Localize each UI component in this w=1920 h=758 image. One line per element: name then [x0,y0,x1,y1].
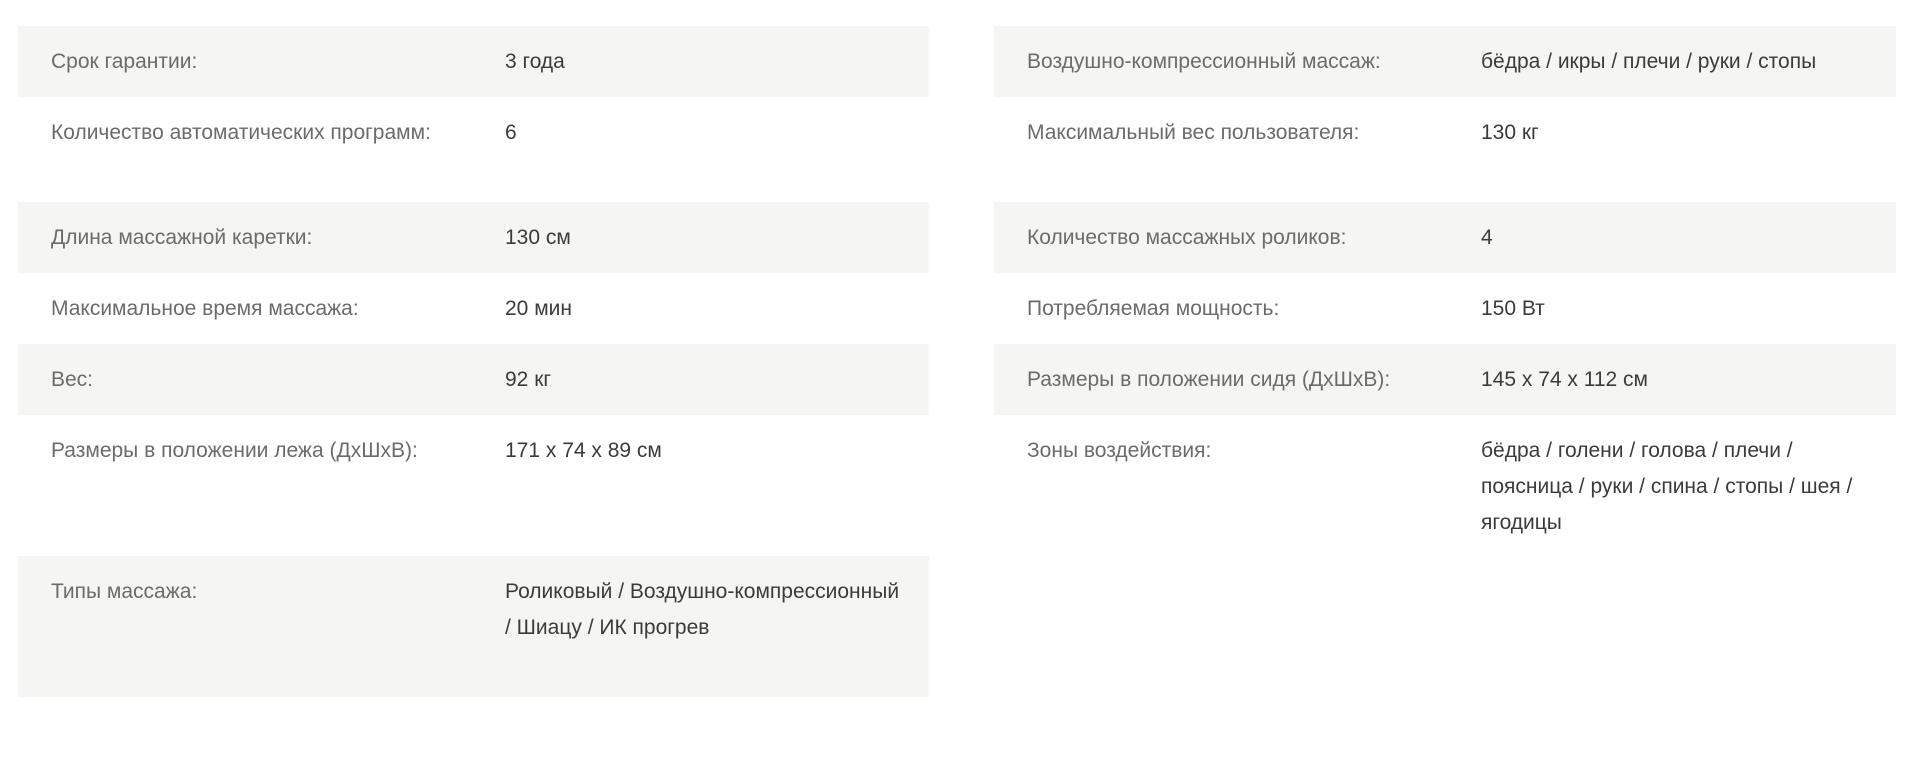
spec-label: Длина массажной каретки: [51,226,313,249]
spec-row-weight [18,344,929,415]
spec-row-roller-count [994,202,1896,273]
spec-value: 130 кг [1481,121,1539,144]
spec-row-power [994,273,1896,344]
spec-row-max-massage-time [18,273,929,344]
specs-table-right [994,26,1896,556]
spec-row-dimensions-sitting [994,344,1896,415]
spec-value: 150 Вт [1481,297,1545,320]
spec-row-dimensions-lying [18,415,929,556]
spec-label: Максимальное время массажа: [51,297,359,320]
spec-value: 171 x 74 x 89 см [505,439,662,462]
spec-value: бёдра / икры / плечи / руки / стопы [1481,50,1817,73]
specs-table-left [18,26,929,697]
spec-value: 6 [505,121,517,144]
spec-value: 92 кг [505,368,552,391]
spec-label: Размеры в положении лежа (ДхШхВ): [51,439,418,462]
spec-value: 4 [1481,226,1493,249]
spec-value: 3 года [505,50,565,73]
spec-row-warranty [18,26,929,97]
spec-row-max-user-weight [994,97,1896,202]
spec-value: 130 см [505,226,571,249]
spec-label: Срок гарантии: [51,50,198,73]
spec-label: Воздушно-компрессионный массаж: [1027,50,1381,73]
spec-label: Вес: [51,368,94,391]
spec-label: Количество автоматических программ: [51,121,431,144]
spec-label: Зоны воздействия: [1027,439,1212,462]
spec-label: Потребляемая мощность: [1027,297,1280,320]
spec-row-auto-programs [18,97,929,202]
spec-value: 20 мин [505,297,572,320]
spec-label: Типы массажа: [51,580,198,603]
spec-label: Размеры в положении сидя (ДхШхВ): [1027,368,1391,391]
spec-row-massage-types [18,556,929,697]
spec-value: Роликовый / Воздушно-компрессионный / Шиацу / ИК прогрев [505,580,900,639]
spec-value: 145 x 74 x 112 см [1481,368,1648,391]
spec-row-impact-zones [994,415,1896,556]
spec-row-carriage-length [18,202,929,273]
spec-value: бёдра / голени / голова / плечи / поясница / руки / спина / стопы / шея / ягодицы [1481,439,1853,534]
spec-label: Количество массажных роликов: [1027,226,1347,249]
spec-row-air-compression [994,26,1896,97]
spec-label: Максимальный вес пользователя: [1027,121,1360,144]
